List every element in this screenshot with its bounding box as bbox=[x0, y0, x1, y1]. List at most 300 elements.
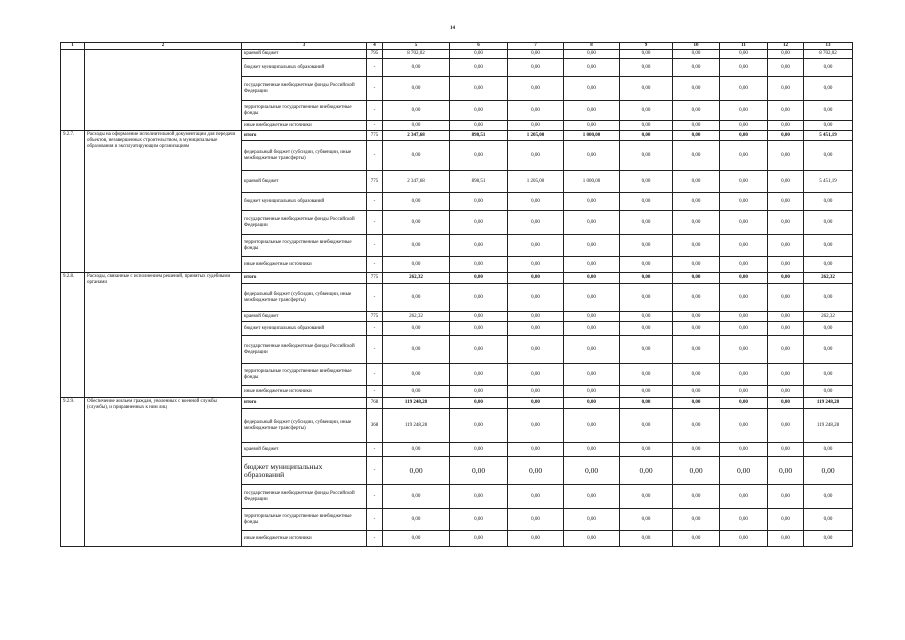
value-cell: 0,00 bbox=[720, 141, 768, 171]
budget-code-cell: 775 bbox=[367, 312, 383, 322]
value-cell: 0,00 bbox=[508, 101, 564, 121]
value-cell: 0,00 bbox=[620, 101, 673, 121]
value-cell: 0,00 bbox=[673, 531, 720, 547]
value-cell: 0,00 bbox=[383, 193, 450, 211]
funding-source-cell: государственные внебюджетные фонды Российской Федерации bbox=[242, 336, 367, 364]
value-cell: 0,00 bbox=[620, 77, 673, 101]
funding-source-cell: итого bbox=[242, 398, 367, 409]
value-cell: 0,00 bbox=[804, 386, 853, 398]
value-cell: 0,00 bbox=[620, 131, 673, 141]
header-cell: 10 bbox=[673, 43, 720, 50]
value-cell: 0,00 bbox=[720, 257, 768, 273]
value-cell: 0,00 bbox=[720, 364, 768, 386]
total-row bbox=[61, 273, 853, 284]
value-cell: 0,00 bbox=[768, 131, 804, 141]
value-cell: 0,00 bbox=[450, 336, 508, 364]
value-cell: 0,00 bbox=[450, 77, 508, 101]
header-cell: 12 bbox=[768, 43, 804, 50]
value-cell: 0,00 bbox=[508, 193, 564, 211]
value-cell: 0,00 bbox=[720, 101, 768, 121]
value-cell: 0,00 bbox=[768, 364, 804, 386]
value-cell: 0,00 bbox=[673, 336, 720, 364]
value-cell: 262,32 bbox=[383, 273, 450, 284]
value-cell: 0,00 bbox=[804, 121, 853, 131]
value-cell: 0,00 bbox=[804, 509, 853, 531]
header-cell: 2 bbox=[85, 43, 242, 50]
header-cell: 11 bbox=[720, 43, 768, 50]
value-cell: 0,00 bbox=[804, 141, 853, 171]
budget-code-cell: - bbox=[367, 101, 383, 121]
budget-code-cell: - bbox=[367, 457, 383, 485]
value-cell: 0,00 bbox=[720, 121, 768, 131]
item-code-cell: 9.2.9. bbox=[61, 398, 85, 547]
value-cell: 0,00 bbox=[673, 141, 720, 171]
value-cell: 0,00 bbox=[720, 211, 768, 235]
value-cell: 0,00 bbox=[450, 398, 508, 409]
value-cell: 0,00 bbox=[508, 312, 564, 322]
value-cell: 0,00 bbox=[720, 457, 768, 485]
value-cell: 0,00 bbox=[673, 193, 720, 211]
value-cell: 0,00 bbox=[804, 284, 853, 312]
value-cell: 0,00 bbox=[508, 409, 564, 443]
value-cell: 0,00 bbox=[804, 211, 853, 235]
value-cell: 0,00 bbox=[673, 312, 720, 322]
funding-source-cell: бюджет муниципальных образований bbox=[242, 322, 367, 336]
value-cell: 0,00 bbox=[450, 273, 508, 284]
budget-code-cell: 368 bbox=[367, 409, 383, 443]
item-description-cell: Расходы, связанные с исполнением решений, принятых судебными органами bbox=[85, 273, 242, 398]
budget-code-cell: - bbox=[367, 322, 383, 336]
funding-source-cell: федеральный бюджет (субсидии, субвенции, иные межбюджетные трансферты) bbox=[242, 141, 367, 171]
value-cell: 0,00 bbox=[508, 235, 564, 257]
value-cell: 0,00 bbox=[450, 312, 508, 322]
value-cell: 0,00 bbox=[564, 257, 620, 273]
value-cell: 0,00 bbox=[804, 485, 853, 509]
value-cell: 0,00 bbox=[450, 193, 508, 211]
value-cell: 0,00 bbox=[768, 171, 804, 193]
header-cell: 1 bbox=[61, 43, 85, 50]
value-cell: 0,00 bbox=[804, 364, 853, 386]
funding-source-cell: итого bbox=[242, 273, 367, 284]
value-cell: 0,00 bbox=[564, 193, 620, 211]
value-cell: 0,00 bbox=[720, 443, 768, 457]
value-cell: 0,00 bbox=[383, 211, 450, 235]
value-cell: 0,00 bbox=[804, 101, 853, 121]
value-cell: 0,00 bbox=[508, 322, 564, 336]
value-cell: 0,00 bbox=[768, 77, 804, 101]
value-cell: 0,00 bbox=[673, 485, 720, 509]
budget-code-cell: - bbox=[367, 336, 383, 364]
value-cell: 0,00 bbox=[620, 211, 673, 235]
value-cell: 5 451,19 bbox=[804, 131, 853, 141]
value-cell: 0,00 bbox=[673, 121, 720, 131]
funding-source-cell: государственные внебюджетные фонды Российской Федерации bbox=[242, 485, 367, 509]
value-cell: 0,00 bbox=[673, 50, 720, 59]
value-cell: 0,00 bbox=[768, 59, 804, 77]
header-cell: 13 bbox=[804, 43, 853, 50]
value-cell: 0,00 bbox=[383, 509, 450, 531]
value-cell: 0,00 bbox=[620, 312, 673, 322]
value-cell: 0,00 bbox=[620, 398, 673, 409]
value-cell: 0,00 bbox=[768, 273, 804, 284]
value-cell: 0,00 bbox=[768, 211, 804, 235]
value-cell: 0,00 bbox=[673, 101, 720, 121]
value-cell: 0,00 bbox=[768, 409, 804, 443]
header-row bbox=[61, 43, 853, 50]
item-code-cell: 9.2.8. bbox=[61, 273, 85, 398]
value-cell: 0,00 bbox=[508, 273, 564, 284]
value-cell: 0,00 bbox=[620, 531, 673, 547]
value-cell: 0,00 bbox=[768, 101, 804, 121]
funding-source-cell: иные внебюджетные источники bbox=[242, 121, 367, 131]
value-cell: 0,00 bbox=[383, 364, 450, 386]
value-cell: 0,00 bbox=[564, 409, 620, 443]
value-cell: 0,00 bbox=[804, 336, 853, 364]
value-cell: 0,00 bbox=[508, 77, 564, 101]
value-cell: 0,00 bbox=[673, 457, 720, 485]
value-cell: 898,51 bbox=[450, 131, 508, 141]
value-cell: 0,00 bbox=[804, 457, 853, 485]
budget-code-cell: - bbox=[367, 211, 383, 235]
value-cell: 0,00 bbox=[508, 284, 564, 312]
value-cell: 0,00 bbox=[720, 322, 768, 336]
value-cell: 0,00 bbox=[620, 457, 673, 485]
funding-source-cell: иные внебюджетные источники bbox=[242, 531, 367, 547]
value-cell: 0,00 bbox=[564, 509, 620, 531]
value-cell: 0,00 bbox=[673, 211, 720, 235]
value-cell: 0,00 bbox=[768, 457, 804, 485]
value-cell: 0,00 bbox=[508, 336, 564, 364]
value-cell: 0,00 bbox=[720, 273, 768, 284]
value-cell: 0,00 bbox=[768, 322, 804, 336]
value-cell: 0,00 bbox=[564, 364, 620, 386]
funding-source-cell: территориальные государственные внебюджетные фонды bbox=[242, 364, 367, 386]
value-cell: 0,00 bbox=[564, 141, 620, 171]
value-cell: 0,00 bbox=[768, 257, 804, 273]
value-cell: 0,00 bbox=[768, 312, 804, 322]
value-cell: 0,00 bbox=[383, 77, 450, 101]
value-cell: 0,00 bbox=[620, 235, 673, 257]
value-cell: 0,00 bbox=[620, 485, 673, 509]
budget-code-cell: - bbox=[367, 509, 383, 531]
value-cell: 0,00 bbox=[720, 485, 768, 509]
value-cell: 0,00 bbox=[673, 171, 720, 193]
value-cell: 0,00 bbox=[804, 531, 853, 547]
value-cell: 0,00 bbox=[768, 284, 804, 312]
value-cell: 0,00 bbox=[564, 77, 620, 101]
value-cell: 0,00 bbox=[450, 364, 508, 386]
value-cell: 0,00 bbox=[508, 364, 564, 386]
value-cell: 0,00 bbox=[383, 531, 450, 547]
value-cell: 0,00 bbox=[804, 193, 853, 211]
header-cell: 5 bbox=[383, 43, 450, 50]
value-cell: 0,00 bbox=[720, 531, 768, 547]
value-cell: 0,00 bbox=[673, 131, 720, 141]
value-cell: 0,00 bbox=[720, 77, 768, 101]
value-cell: 2 347,68 bbox=[383, 131, 450, 141]
value-cell: 0,00 bbox=[383, 121, 450, 131]
budget-code-cell: - bbox=[367, 141, 383, 171]
value-cell: 0,00 bbox=[564, 211, 620, 235]
value-cell: 0,00 bbox=[383, 457, 450, 485]
value-cell: 0,00 bbox=[508, 485, 564, 509]
header-cell: 8 bbox=[564, 43, 620, 50]
value-cell: 2 347,68 bbox=[383, 171, 450, 193]
header-cell: 4 bbox=[367, 43, 383, 50]
funding-source-cell: иные внебюджетные источники bbox=[242, 386, 367, 398]
value-cell: 0,00 bbox=[768, 443, 804, 457]
value-cell: 0,00 bbox=[620, 322, 673, 336]
value-cell: 0,00 bbox=[450, 284, 508, 312]
value-cell: 0,00 bbox=[768, 193, 804, 211]
continued-code-cell bbox=[61, 50, 85, 131]
continued-description-cell bbox=[85, 50, 242, 131]
value-cell: 1 205,00 bbox=[508, 171, 564, 193]
value-cell: 0,00 bbox=[450, 457, 508, 485]
value-cell: 0,00 bbox=[564, 386, 620, 398]
value-cell: 0,00 bbox=[383, 485, 450, 509]
value-cell: 0,00 bbox=[720, 312, 768, 322]
budget-body bbox=[61, 50, 853, 547]
value-cell: 0,00 bbox=[450, 211, 508, 235]
value-cell: 0,00 bbox=[720, 284, 768, 312]
value-cell: 0,00 bbox=[508, 443, 564, 457]
value-cell: 0,00 bbox=[450, 235, 508, 257]
total-row bbox=[61, 398, 853, 409]
value-cell: 0,00 bbox=[383, 386, 450, 398]
value-cell: 119 248,28 bbox=[804, 409, 853, 443]
value-cell: 1 205,00 bbox=[508, 131, 564, 141]
value-cell: 0,00 bbox=[383, 257, 450, 273]
value-cell: 1 000,00 bbox=[564, 131, 620, 141]
funding-source-cell: итого bbox=[242, 131, 367, 141]
value-cell: 8 702,02 bbox=[383, 50, 450, 59]
budget-code-cell: - bbox=[367, 77, 383, 101]
value-cell: 0,00 bbox=[768, 485, 804, 509]
table-row bbox=[61, 50, 853, 59]
value-cell: 0,00 bbox=[450, 101, 508, 121]
budget-code-cell: - bbox=[367, 386, 383, 398]
header-cell: 9 bbox=[620, 43, 673, 50]
value-cell: 0,00 bbox=[620, 409, 673, 443]
funding-source-cell: краевой бюджет bbox=[242, 312, 367, 322]
value-cell: 0,00 bbox=[450, 485, 508, 509]
value-cell: 0,00 bbox=[720, 131, 768, 141]
value-cell: 0,00 bbox=[804, 235, 853, 257]
value-cell: 0,00 bbox=[450, 59, 508, 77]
value-cell: 0,00 bbox=[620, 273, 673, 284]
value-cell: 0,00 bbox=[383, 322, 450, 336]
value-cell: 0,00 bbox=[564, 235, 620, 257]
value-cell: 0,00 bbox=[720, 235, 768, 257]
value-cell: 0,00 bbox=[383, 443, 450, 457]
value-cell: 0,00 bbox=[508, 59, 564, 77]
funding-source-cell: федеральный бюджет (субсидии, субвенции, иные межбюджетные трансферты) bbox=[242, 409, 367, 443]
value-cell: 0,00 bbox=[620, 284, 673, 312]
value-cell: 0,00 bbox=[768, 336, 804, 364]
value-cell: 0,00 bbox=[620, 336, 673, 364]
value-cell: 0,00 bbox=[450, 141, 508, 171]
value-cell: 0,00 bbox=[564, 531, 620, 547]
value-cell: 0,00 bbox=[768, 509, 804, 531]
value-cell: 0,00 bbox=[720, 386, 768, 398]
value-cell: 0,00 bbox=[508, 50, 564, 59]
value-cell: 0,00 bbox=[620, 257, 673, 273]
value-cell: 0,00 bbox=[673, 235, 720, 257]
value-cell: 0,00 bbox=[768, 398, 804, 409]
value-cell: 262,32 bbox=[804, 312, 853, 322]
value-cell: 0,00 bbox=[673, 386, 720, 398]
item-description-cell: Расходы на оформление исполнительной документации для передачи объектов, незавершенных строительством, в муниципальные образования и эксплуатирующим организациям bbox=[85, 131, 242, 273]
funding-source-cell: бюджет муниципальных образований bbox=[242, 193, 367, 211]
value-cell: 0,00 bbox=[768, 50, 804, 59]
value-cell: 0,00 bbox=[673, 257, 720, 273]
value-cell: 0,00 bbox=[620, 59, 673, 77]
value-cell: 0,00 bbox=[508, 141, 564, 171]
budget-code-cell: - bbox=[367, 235, 383, 257]
value-cell: 0,00 bbox=[450, 443, 508, 457]
value-cell: 0,00 bbox=[450, 50, 508, 59]
value-cell: 0,00 bbox=[768, 141, 804, 171]
page-number: 14 bbox=[450, 26, 455, 31]
budget-table bbox=[60, 42, 853, 547]
value-cell: 0,00 bbox=[804, 443, 853, 457]
value-cell: 0,00 bbox=[383, 141, 450, 171]
value-cell: 262,32 bbox=[804, 273, 853, 284]
budget-code-cell: - bbox=[367, 485, 383, 509]
value-cell: 0,00 bbox=[564, 457, 620, 485]
value-cell: 0,00 bbox=[673, 284, 720, 312]
funding-source-cell: государственные внебюджетные фонды Российской Федерации bbox=[242, 77, 367, 101]
value-cell: 0,00 bbox=[768, 386, 804, 398]
value-cell: 0,00 bbox=[383, 235, 450, 257]
value-cell: 5 451,19 bbox=[804, 171, 853, 193]
value-cell: 0,00 bbox=[804, 322, 853, 336]
value-cell: 0,00 bbox=[720, 398, 768, 409]
header-cell: 6 bbox=[450, 43, 508, 50]
item-description-cell: Обеспечение жильем граждан, уволенных с военной службы (службы), и приравненных к ним лиц bbox=[85, 398, 242, 547]
budget-code-cell: - bbox=[367, 257, 383, 273]
value-cell: 0,00 bbox=[620, 193, 673, 211]
budget-code-cell: - bbox=[367, 443, 383, 457]
value-cell: 0,00 bbox=[508, 398, 564, 409]
value-cell: 0,00 bbox=[564, 312, 620, 322]
header-cell: 3 bbox=[242, 43, 367, 50]
value-cell: 0,00 bbox=[673, 59, 720, 77]
funding-source-cell: краевой бюджет bbox=[242, 443, 367, 457]
value-cell: 0,00 bbox=[673, 273, 720, 284]
value-cell: 0,00 bbox=[508, 211, 564, 235]
value-cell: 0,00 bbox=[720, 50, 768, 59]
value-cell: 0,00 bbox=[720, 171, 768, 193]
header-cell: 7 bbox=[508, 43, 564, 50]
budget-code-cell: - bbox=[367, 531, 383, 547]
funding-source-cell: бюджет муниципальных образований bbox=[242, 457, 367, 485]
funding-source-cell: краевой бюджет bbox=[242, 171, 367, 193]
budget-code-cell: - bbox=[367, 193, 383, 211]
value-cell: 0,00 bbox=[673, 322, 720, 336]
value-cell: 0,00 bbox=[768, 531, 804, 547]
value-cell: 0,00 bbox=[673, 364, 720, 386]
value-cell: 0,00 bbox=[450, 531, 508, 547]
value-cell: 0,00 bbox=[508, 386, 564, 398]
value-cell: 0,00 bbox=[383, 59, 450, 77]
value-cell: 0,00 bbox=[564, 485, 620, 509]
value-cell: 1 000,00 bbox=[564, 171, 620, 193]
value-cell: 0,00 bbox=[450, 121, 508, 131]
value-cell: 0,00 bbox=[383, 336, 450, 364]
funding-source-cell: иные внебюджетные источники bbox=[242, 257, 367, 273]
value-cell: 0,00 bbox=[620, 50, 673, 59]
value-cell: 0,00 bbox=[564, 443, 620, 457]
value-cell: 0,00 bbox=[673, 509, 720, 531]
value-cell: 0,00 bbox=[564, 336, 620, 364]
value-cell: 0,00 bbox=[508, 531, 564, 547]
value-cell: 0,00 bbox=[450, 409, 508, 443]
value-cell: 0,00 bbox=[620, 141, 673, 171]
value-cell: 0,00 bbox=[673, 443, 720, 457]
value-cell: 0,00 bbox=[508, 257, 564, 273]
value-cell: 0,00 bbox=[720, 409, 768, 443]
value-cell: 898,51 bbox=[450, 171, 508, 193]
value-cell: 0,00 bbox=[720, 509, 768, 531]
value-cell: 262,32 bbox=[383, 312, 450, 322]
value-cell: 0,00 bbox=[564, 101, 620, 121]
funding-source-cell: территориальные государственные внебюджетные фонды bbox=[242, 101, 367, 121]
item-code-cell: 9.2.7. bbox=[61, 131, 85, 273]
value-cell: 0,00 bbox=[450, 386, 508, 398]
value-cell: 0,00 bbox=[768, 121, 804, 131]
funding-source-cell: территориальные государственные внебюджетные фонды bbox=[242, 509, 367, 531]
budget-code-cell: 768 bbox=[367, 398, 383, 409]
value-cell: 0,00 bbox=[564, 398, 620, 409]
budget-code-cell: - bbox=[367, 59, 383, 77]
value-cell: 119 248,28 bbox=[383, 398, 450, 409]
value-cell: 0,00 bbox=[383, 101, 450, 121]
budget-code-cell: - bbox=[367, 364, 383, 386]
value-cell: 0,00 bbox=[620, 386, 673, 398]
value-cell: 0,00 bbox=[383, 284, 450, 312]
value-cell: 0,00 bbox=[508, 121, 564, 131]
value-cell: 0,00 bbox=[673, 409, 720, 443]
value-cell: 0,00 bbox=[720, 193, 768, 211]
value-cell: 0,00 bbox=[620, 443, 673, 457]
value-cell: 0,00 bbox=[804, 77, 853, 101]
value-cell: 0,00 bbox=[720, 59, 768, 77]
value-cell: 0,00 bbox=[564, 322, 620, 336]
budget-code-cell: - bbox=[367, 121, 383, 131]
budget-code-cell: 775 bbox=[367, 273, 383, 284]
budget-code-cell: 795 bbox=[367, 50, 383, 59]
value-cell: 8 702,02 bbox=[804, 50, 853, 59]
value-cell: 0,00 bbox=[564, 59, 620, 77]
value-cell: 0,00 bbox=[804, 59, 853, 77]
funding-source-cell: федеральный бюджет (субсидии, субвенции, иные межбюджетные трансферты) bbox=[242, 284, 367, 312]
value-cell: 0,00 bbox=[508, 509, 564, 531]
value-cell: 0,00 bbox=[620, 509, 673, 531]
value-cell: 0,00 bbox=[564, 50, 620, 59]
total-row bbox=[61, 131, 853, 141]
value-cell: 0,00 bbox=[720, 336, 768, 364]
value-cell: 0,00 bbox=[508, 457, 564, 485]
budget-code-cell: 775 bbox=[367, 131, 383, 141]
value-cell: 0,00 bbox=[450, 257, 508, 273]
value-cell: 0,00 bbox=[804, 257, 853, 273]
value-cell: 0,00 bbox=[673, 77, 720, 101]
value-cell: 0,00 bbox=[673, 398, 720, 409]
funding-source-cell: государственные внебюджетные фонды Российской Федерации bbox=[242, 211, 367, 235]
value-cell: 0,00 bbox=[564, 121, 620, 131]
